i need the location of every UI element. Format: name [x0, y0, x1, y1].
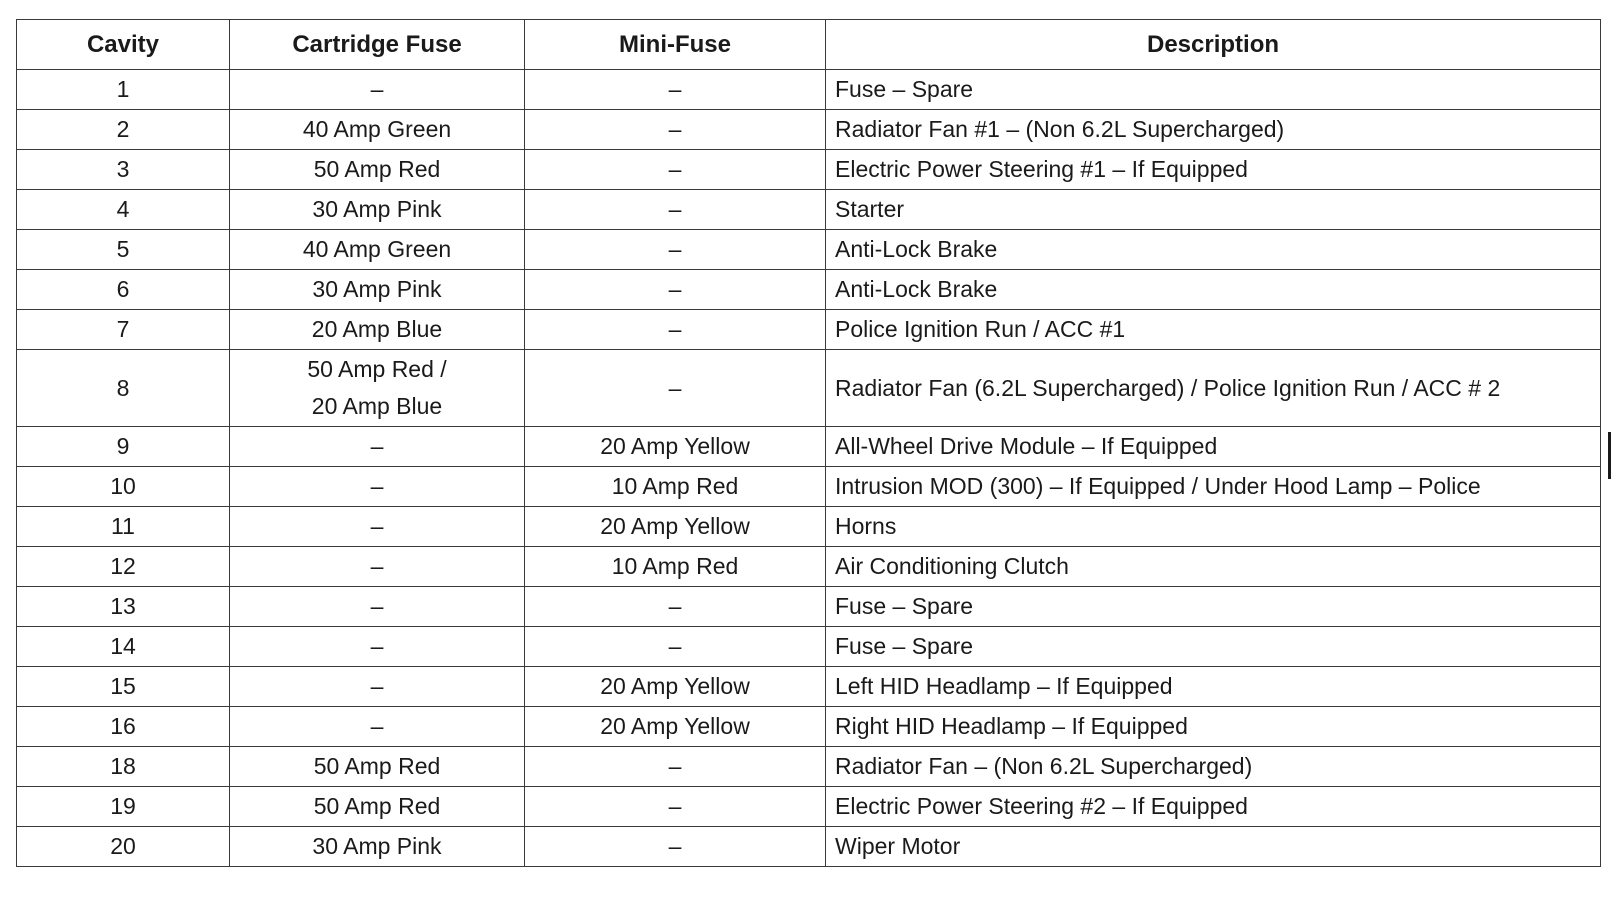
- header-mini-fuse: Mini-Fuse: [525, 20, 826, 70]
- description-cell: Left HID Headlamp – If Equipped: [826, 667, 1601, 707]
- mini-fuse-cell: –: [525, 310, 826, 350]
- table-row: [17, 467, 1601, 507]
- cartridge-fuse-text: 30 Amp Pink: [312, 196, 442, 222]
- cavity-cell: 1: [17, 70, 230, 110]
- table-row: [17, 150, 1601, 190]
- cartridge-fuse-text: 30 Amp Pink: [312, 833, 442, 859]
- description-cell: Right HID Headlamp – If Equipped: [826, 707, 1601, 747]
- table-row: [17, 230, 1601, 270]
- table-row: [17, 350, 1601, 427]
- description-cell: Intrusion MOD (300) – If Equipped / Under Hood Lamp – Police: [826, 467, 1601, 507]
- description-cell: Anti-Lock Brake: [826, 270, 1601, 310]
- mini-fuse-cell: –: [525, 587, 826, 627]
- cartridge-fuse-text: –: [370, 76, 384, 102]
- mini-fuse-cell: 10 Amp Red: [525, 467, 826, 507]
- cartridge-fuse-text: 50 Amp Red: [313, 156, 441, 182]
- cartridge-fuse-text: 50 Amp Red /: [307, 356, 447, 382]
- cavity-cell: 19: [17, 787, 230, 827]
- cartridge-fuse-text: 50 Amp Red: [313, 753, 441, 779]
- table-row: [17, 707, 1601, 747]
- table-row: [17, 310, 1601, 350]
- table-row: [17, 747, 1601, 787]
- cartridge-fuse-cell: [230, 787, 525, 827]
- cartridge-fuse-text: 20 Amp Blue: [311, 393, 443, 419]
- cartridge-fuse-cell: [230, 230, 525, 270]
- cavity-cell: 4: [17, 190, 230, 230]
- cartridge-fuse-cell: [230, 190, 525, 230]
- cartridge-fuse-cell: [230, 427, 525, 467]
- description-cell: Fuse – Spare: [826, 70, 1601, 110]
- mini-fuse-cell: –: [525, 350, 826, 427]
- cartridge-fuse-cell: [230, 627, 525, 667]
- cartridge-fuse-cell: [230, 110, 525, 150]
- cartridge-fuse-text: –: [370, 433, 384, 459]
- cartridge-fuse-text: 30 Amp Pink: [312, 276, 442, 302]
- table-body: [17, 70, 1601, 867]
- cavity-cell: 3: [17, 150, 230, 190]
- table-row: [17, 70, 1601, 110]
- cartridge-fuse-cell: [230, 747, 525, 787]
- cavity-cell: 18: [17, 747, 230, 787]
- mini-fuse-cell: –: [525, 270, 826, 310]
- cavity-cell: 8: [17, 350, 230, 427]
- description-cell: Radiator Fan #1 – (Non 6.2L Supercharged): [826, 110, 1601, 150]
- cartridge-fuse-text: 50 Amp Red: [313, 793, 441, 819]
- table-row: [17, 270, 1601, 310]
- cartridge-fuse-cell: [230, 467, 525, 507]
- mini-fuse-cell: –: [525, 110, 826, 150]
- cavity-cell: 5: [17, 230, 230, 270]
- table-row: [17, 190, 1601, 230]
- cartridge-fuse-cell: [230, 667, 525, 707]
- cavity-cell: 20: [17, 827, 230, 867]
- cartridge-fuse-cell: [230, 507, 525, 547]
- cartridge-fuse-text: –: [370, 633, 384, 659]
- mini-fuse-cell: 20 Amp Yellow: [525, 667, 826, 707]
- description-cell: Air Conditioning Clutch: [826, 547, 1601, 587]
- description-cell: Fuse – Spare: [826, 627, 1601, 667]
- fuse-table: [16, 19, 1601, 867]
- cartridge-fuse-cell: [230, 70, 525, 110]
- table-row: [17, 627, 1601, 667]
- header-row: [17, 20, 1601, 70]
- cavity-cell: 10: [17, 467, 230, 507]
- cavity-cell: 15: [17, 667, 230, 707]
- description-cell: Fuse – Spare: [826, 587, 1601, 627]
- mini-fuse-cell: –: [525, 190, 826, 230]
- cartridge-fuse-cell: [230, 707, 525, 747]
- cartridge-fuse-text: –: [370, 673, 384, 699]
- description-cell: Starter: [826, 190, 1601, 230]
- mini-fuse-cell: –: [525, 747, 826, 787]
- cartridge-fuse-text: –: [370, 553, 384, 579]
- cavity-cell: 9: [17, 427, 230, 467]
- cavity-cell: 11: [17, 507, 230, 547]
- description-cell: Police Ignition Run / ACC #1: [826, 310, 1601, 350]
- cartridge-fuse-cell: [230, 350, 525, 427]
- mini-fuse-cell: –: [525, 230, 826, 270]
- cartridge-fuse-cell: [230, 150, 525, 190]
- description-cell: Electric Power Steering #2 – If Equipped: [826, 787, 1601, 827]
- table-row: [17, 787, 1601, 827]
- table-row: [17, 110, 1601, 150]
- description-cell: Anti-Lock Brake: [826, 230, 1601, 270]
- cavity-cell: 12: [17, 547, 230, 587]
- edge-marker: [1608, 432, 1611, 479]
- cartridge-fuse-cell: [230, 270, 525, 310]
- table-row: [17, 507, 1601, 547]
- description-cell: Wiper Motor: [826, 827, 1601, 867]
- mini-fuse-cell: –: [525, 787, 826, 827]
- table-row: [17, 667, 1601, 707]
- header-cavity: Cavity: [17, 20, 230, 70]
- mini-fuse-cell: 10 Amp Red: [525, 547, 826, 587]
- mini-fuse-cell: 20 Amp Yellow: [525, 427, 826, 467]
- header-cartridge-fuse: Cartridge Fuse: [230, 20, 525, 70]
- table-row: [17, 547, 1601, 587]
- mini-fuse-cell: 20 Amp Yellow: [525, 507, 826, 547]
- mini-fuse-cell: –: [525, 150, 826, 190]
- header-description: Description: [826, 20, 1601, 70]
- table-header: [17, 20, 1601, 70]
- cartridge-fuse-text: 20 Amp Blue: [311, 316, 443, 342]
- cavity-cell: 2: [17, 110, 230, 150]
- mini-fuse-cell: 20 Amp Yellow: [525, 707, 826, 747]
- cartridge-fuse-cell: [230, 310, 525, 350]
- description-cell: Radiator Fan (6.2L Supercharged) / Police Ignition Run / ACC # 2: [826, 350, 1601, 427]
- cartridge-fuse-text: –: [370, 513, 384, 539]
- cartridge-fuse-cell: [230, 587, 525, 627]
- cartridge-fuse-cell: [230, 827, 525, 867]
- cartridge-fuse-cell: [230, 547, 525, 587]
- cavity-cell: 7: [17, 310, 230, 350]
- mini-fuse-cell: –: [525, 627, 826, 667]
- mini-fuse-cell: –: [525, 827, 826, 867]
- description-cell: Radiator Fan – (Non 6.2L Supercharged): [826, 747, 1601, 787]
- cartridge-fuse-text: 40 Amp Green: [302, 116, 452, 142]
- mini-fuse-cell: –: [525, 70, 826, 110]
- cartridge-fuse-text: –: [370, 713, 384, 739]
- description-cell: All-Wheel Drive Module – If Equipped: [826, 427, 1601, 467]
- cavity-cell: 6: [17, 270, 230, 310]
- table-row: [17, 827, 1601, 867]
- cartridge-fuse-text: –: [370, 593, 384, 619]
- cavity-cell: 13: [17, 587, 230, 627]
- table-row: [17, 587, 1601, 627]
- cartridge-fuse-text: 40 Amp Green: [302, 236, 452, 262]
- description-cell: Horns: [826, 507, 1601, 547]
- cavity-cell: 14: [17, 627, 230, 667]
- cartridge-fuse-text: –: [370, 473, 384, 499]
- table-row: [17, 427, 1601, 467]
- description-cell: Electric Power Steering #1 – If Equipped: [826, 150, 1601, 190]
- cavity-cell: 16: [17, 707, 230, 747]
